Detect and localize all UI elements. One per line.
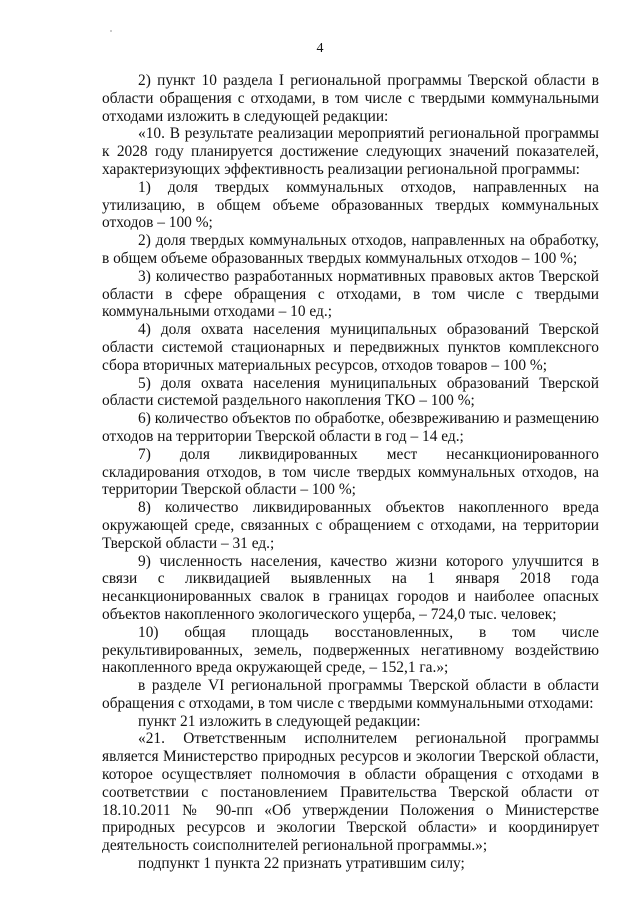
paragraph-section-10-intro: «10. В результате реализации мероприятий региональной программы к 2028 году планируется достижение следующих значений показателей, характеризующих эффективность реализации региональной программы: xyxy=(102,125,599,178)
indicator-9: 9) численность населения, качество жизни которого улучшится в связи с ликвидацией выявленных на 1 января 2018 года несанкционированных свалок в границах городов и наиболее опасных объектов накопленного экологического ущерба, – 724,0 тыс. человек; xyxy=(102,552,599,623)
indicator-10: 10) общая площадь восстановленных, в том числе рекультивированных, земель, подверженных негативному воздействию накопленного вреда окружающей среде, – 152,1 га.»; xyxy=(102,623,599,677)
paragraph-item-21-text: «21. Ответственным исполнителем региональной программы является Министерство природных ресурсов и экологии Тверской области, которое осуществляет полномочия в области обращения с отходами в соответствии с постановлением Правительства Тверской области от 18.10.2011 № 90-пп «Об утверждении Положения о Министерстве природных ресурсов и экологии Тверской области» и координирует деятельность соисполнителей региональной программы.»; xyxy=(102,730,599,855)
scan-speck xyxy=(110,30,112,32)
document-body xyxy=(102,72,599,873)
indicator-3: 3) количество разработанных нормативных правовых актов Тверской области в сфере обращения с отходами, в том числе с твердыми коммунальными отходами – 10 ед.; xyxy=(102,267,599,321)
indicator-7: 7) доля ликвидированных мест несанкционированного складирования отходов, в том числе твердых коммунальных отходов, на территории Тверской области – 100 %; xyxy=(102,445,599,499)
indicator-1: 1) доля твердых коммунальных отходов, направленных на утилизацию, в общем объеме образованных твердых коммунальных отходов – 100 %; xyxy=(102,178,599,232)
indicator-5: 5) доля охвата населения муниципальных образований Тверской области системой раздельного накопления ТКО – 100 %; xyxy=(102,374,599,410)
indicator-2: 2) доля твердых коммунальных отходов, направленных на обработку, в общем объеме образованных твердых коммунальных отходов – 100 %; xyxy=(102,232,599,267)
indicator-6: 6) количество объектов по обработке, обезвреживанию и размещению отходов на территории Тверской области в год – 14 ед.; xyxy=(102,410,599,445)
indicator-4: 4) доля охвата населения муниципальных образований Тверской области системой стационарных и передвижных пунктов комплексного сбора вторичных материальных ресурсов, отходов товаров – 100 %; xyxy=(102,321,599,374)
paragraph-item-2: 2) пункт 10 раздела I региональной программы Тверской области в области обращения с отходами, в том числе с твердыми коммунальными отходами изложить в следующей редакции: xyxy=(102,72,599,125)
paragraph-item-21-instruction: пункт 21 изложить в следующей редакции: xyxy=(138,712,421,730)
paragraph-section-vi: в разделе VI региональной программы Тверской области в области обращения с отходами, в том числе с твердыми коммунальными отходами: xyxy=(102,677,599,712)
indicator-8: 8) количество ликвидированных объектов накопленного вреда окружающей среде, связанных с обращением с отходами, на территории Тверской области – 31 ед.; xyxy=(102,499,599,552)
page-number: 4 xyxy=(316,41,324,56)
paragraph-item-22: подпункт 1 пункта 22 признать утратившим силу; xyxy=(138,855,465,873)
